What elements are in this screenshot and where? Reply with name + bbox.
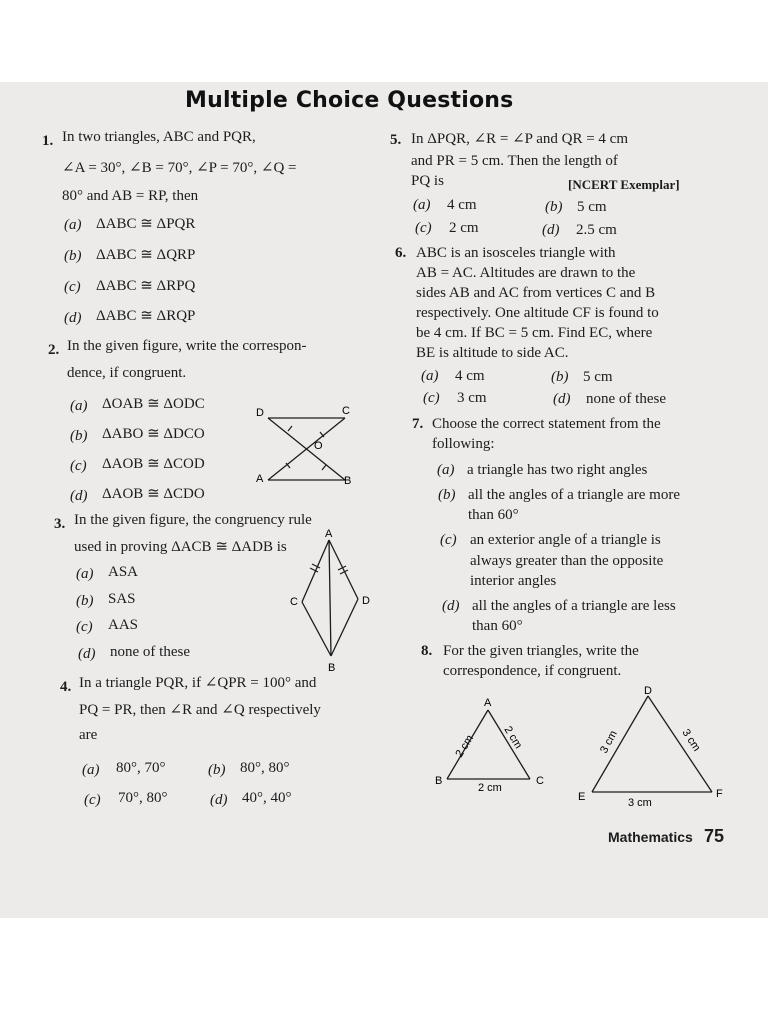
q5-option-d: 2.5 cm <box>576 222 617 238</box>
q6-stem-line: respectively. One altitude CF is found to <box>416 305 659 321</box>
q6-option-c: 3 cm <box>457 390 487 406</box>
q6-option-key: (c) <box>423 390 440 406</box>
q2-option-key: (d) <box>70 488 88 504</box>
q8-label-f: F <box>716 788 723 800</box>
q7-option-key: (a) <box>437 462 455 478</box>
q2-stem-line: In the given figure, write the correspon- <box>67 338 307 354</box>
q5-option-b: 5 cm <box>577 199 607 215</box>
q7-stem-line: following: <box>432 436 495 452</box>
q1-option-key: (d) <box>64 310 82 326</box>
q3-option-key: (c) <box>76 619 93 635</box>
q5-option-key: (c) <box>415 220 432 236</box>
q8-label-c: C <box>536 775 544 787</box>
q1-option-key: (c) <box>64 279 81 295</box>
q1-option-key: (a) <box>64 217 82 233</box>
q6-option-key: (b) <box>551 369 569 385</box>
q8-length-ac: 2 cm <box>501 724 525 751</box>
q1-option-c: ΔABC ≅ ΔRPQ <box>96 278 196 294</box>
q5-stem-line: and PR = 5 cm. Then the length of <box>411 153 618 169</box>
q3-segment-cb <box>302 602 331 656</box>
q5-option-key: (a) <box>413 197 431 213</box>
q4-option-key: (a) <box>82 762 100 778</box>
q7-option-key: (c) <box>440 532 457 548</box>
page-title: Multiple Choice Questions <box>185 88 514 113</box>
q4-option-b: 80°, 80° <box>240 760 290 776</box>
q4-option-key: (b) <box>208 762 226 778</box>
q4-option-d: 40°, 40° <box>242 790 292 806</box>
q6-stem-line: sides AB and AC from vertices C and B <box>416 285 656 301</box>
q3-segment-ab <box>329 540 331 656</box>
q6-option-key: (a) <box>421 368 439 384</box>
q2-option-c: ΔAOB ≅ ΔCOD <box>102 456 205 472</box>
q8-label-e: E <box>578 791 586 803</box>
q1-option-b: ΔABC ≅ ΔQRP <box>96 247 196 263</box>
q8-figure <box>430 684 730 812</box>
q4-number: 4. <box>60 679 72 695</box>
q7-option-a: a triangle has two right angles <box>467 462 648 478</box>
q5-stem-line: PQ is <box>411 173 444 189</box>
q8-length-ab: 2 cm <box>453 733 477 760</box>
q2-tick-mark <box>322 465 326 470</box>
q6-stem-line: BE is altitude to side AC. <box>416 345 569 361</box>
q6-number: 6. <box>395 245 407 261</box>
q2-option-key: (c) <box>70 458 87 474</box>
q2-label-a: A <box>256 473 264 485</box>
q2-tick-mark <box>288 426 292 431</box>
q3-segment-ad <box>329 540 358 599</box>
q5-source-tag: [NCERT Exemplar] <box>568 177 680 192</box>
q8-number: 8. <box>421 643 433 659</box>
q8-length-df: 3 cm <box>679 727 703 754</box>
q6-stem-line: ABC is an isosceles triangle with <box>416 245 616 261</box>
q3-label-c: C <box>290 596 298 608</box>
q3-option-c: AAS <box>108 617 139 633</box>
q2-option-key: (b) <box>70 428 88 444</box>
q5-number: 5. <box>390 132 402 148</box>
q8-label-d: D <box>644 685 652 697</box>
q4-option-key: (d) <box>210 792 228 808</box>
page-number: 75 <box>704 826 725 846</box>
q1-option-a: ΔABC ≅ ΔPQR <box>96 216 196 232</box>
q3-label-d: D <box>362 595 370 607</box>
q1-stem-line: ∠A = 30°, ∠B = 70°, ∠P = 70°, ∠Q = <box>62 160 297 176</box>
q7-option-key: (b) <box>438 487 456 503</box>
q8-stem-line: correspondence, if congruent. <box>443 663 622 679</box>
q2-label-c: C <box>342 405 350 417</box>
q2-number: 2. <box>48 342 60 358</box>
q6-option-key: (d) <box>553 391 571 407</box>
q2-option-b: ΔABO ≅ ΔDCO <box>102 426 205 442</box>
q1-stem-line: 80° and AB = RP, then <box>62 188 199 204</box>
q7-option-c-cont: always greater than the opposite <box>470 553 664 569</box>
q7-number: 7. <box>412 416 424 432</box>
q6-stem-line: be 4 cm. If BC = 5 cm. Find EC, where <box>416 325 653 341</box>
q1-stem-line: In two triangles, ABC and PQR, <box>62 129 256 145</box>
q3-label-a: A <box>325 528 333 540</box>
q4-stem-line: are <box>79 727 98 743</box>
q8-length-ef: 3 cm <box>628 797 652 809</box>
q2-label-b: B <box>344 475 352 487</box>
q7-option-d-cont: than 60° <box>472 618 523 634</box>
q8-label-b: B <box>435 775 443 787</box>
q1-number: 1. <box>42 133 54 149</box>
q4-stem-line: PQ = PR, then ∠R and ∠Q respectively <box>79 702 321 718</box>
q3-option-key: (a) <box>76 566 94 582</box>
q4-option-c: 70°, 80° <box>118 790 168 806</box>
q7-option-c: an exterior angle of a triangle is <box>470 532 661 548</box>
q3-option-b: SAS <box>108 591 136 607</box>
q7-option-b: all the angles of a triangle are more <box>468 487 680 503</box>
q7-stem-line: Choose the correct statement from the <box>432 416 661 432</box>
q3-option-key: (d) <box>78 646 96 662</box>
q4-stem-line: In a triangle PQR, if ∠QPR = 100° and <box>79 675 317 691</box>
q3-option-a: ASA <box>108 564 139 580</box>
q8-length-bc: 2 cm <box>478 782 502 794</box>
q3-stem-line: In the given figure, the congruency rule <box>74 512 312 528</box>
q4-option-a: 80°, 70° <box>116 760 166 776</box>
q3-label-b: B <box>328 662 336 674</box>
q6-option-a: 4 cm <box>455 368 485 384</box>
q6-option-b: 5 cm <box>583 369 613 385</box>
q1-option-d: ΔABC ≅ ΔRQP <box>96 308 196 324</box>
q2-label-d: D <box>256 407 264 419</box>
q8-label-a: A <box>484 697 492 709</box>
q7-option-d: all the angles of a triangle are less <box>472 598 676 614</box>
q5-stem-line: In ΔPQR, ∠R = ∠P and QR = 4 cm <box>411 131 628 147</box>
q3-option-key: (b) <box>76 593 94 609</box>
q5-option-key: (b) <box>545 199 563 215</box>
q2-option-a: ΔOAB ≅ ΔODC <box>102 396 205 412</box>
q6-option-d: none of these <box>586 391 666 407</box>
q7-option-c-cont: interior angles <box>470 573 557 589</box>
q7-option-b-cont: than 60° <box>468 507 519 523</box>
q7-option-key: (d) <box>442 598 460 614</box>
q3-number: 3. <box>54 516 66 532</box>
q8-length-de: 3 cm <box>598 728 620 756</box>
q6-stem-line: AB = AC. Altitudes are drawn to the <box>416 265 636 281</box>
q5-option-key: (d) <box>542 222 560 238</box>
q2-option-d: ΔAOB ≅ ΔCDO <box>102 486 205 502</box>
q2-option-key: (a) <box>70 398 88 414</box>
q3-stem-line: used in proving ΔACB ≅ ΔADB is <box>74 539 287 555</box>
footer-subject: Mathematics <box>608 829 693 845</box>
q4-option-key: (c) <box>84 792 101 808</box>
q3-segment-db <box>331 599 358 656</box>
q2-figure <box>250 402 360 494</box>
q8-segment-df <box>648 696 712 792</box>
q5-option-a: 4 cm <box>447 197 477 213</box>
q5-option-c: 2 cm <box>449 220 479 236</box>
q2-label-o: O <box>314 440 323 452</box>
q8-stem-line: For the given triangles, write the <box>443 643 639 659</box>
q2-stem-line: dence, if congruent. <box>67 365 187 381</box>
q3-option-d: none of these <box>110 644 190 660</box>
q1-option-key: (b) <box>64 248 82 264</box>
q3-figure <box>285 526 380 674</box>
